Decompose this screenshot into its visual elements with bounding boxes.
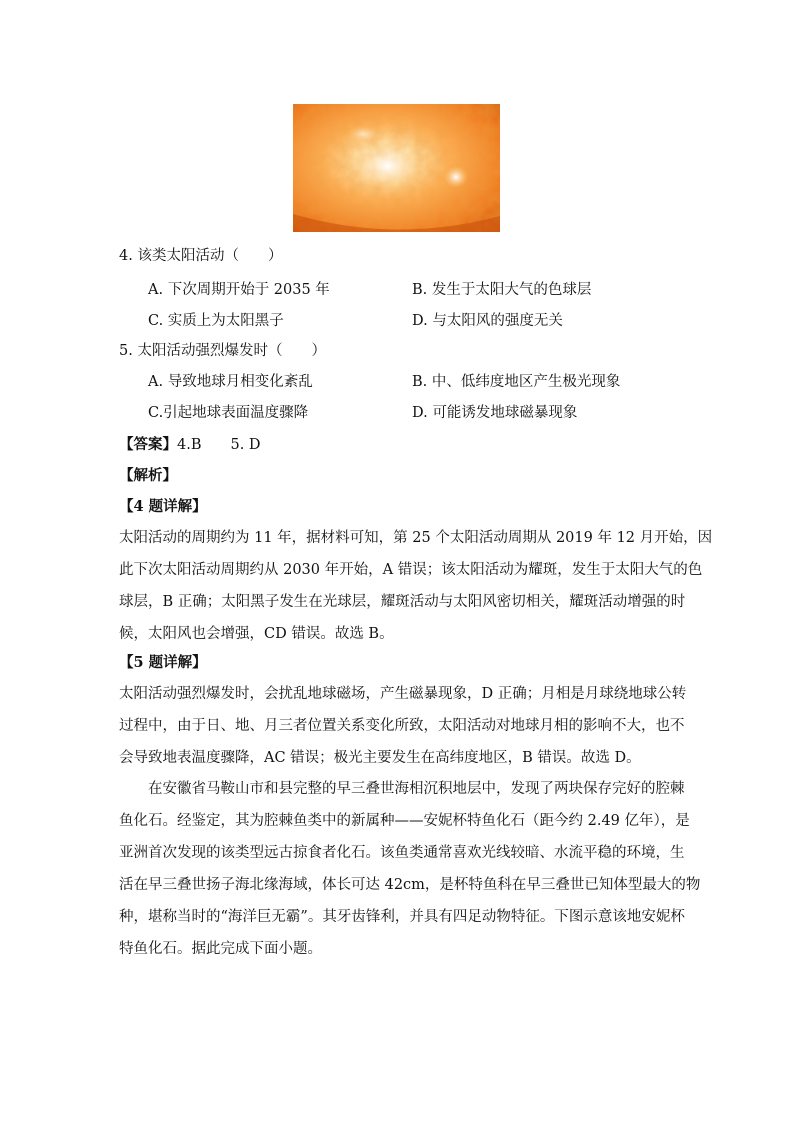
detail5-line: 太阳活动强烈爆发时，会扰乱地球磁场，产生磁暴现象，D 正确；月相是月球绕地球公转 bbox=[119, 686, 687, 702]
q5-option-c: C.引起地球表面温度骤降 bbox=[148, 405, 309, 421]
detail4-line: 候，太阳风也会增强，CD 错误。故选 B。 bbox=[119, 626, 394, 642]
q5-option-b: B. 中、低纬度地区产生极光现象 bbox=[412, 374, 621, 390]
q4-option-d: D. 与太阳风的强度无关 bbox=[412, 313, 563, 329]
analysis-label: 【解析】 bbox=[119, 467, 177, 484]
material-line: 特鱼化石。据此完成下面小题。 bbox=[119, 941, 322, 957]
q4-stem: 4. 该类太阳活动（ ） bbox=[119, 248, 283, 264]
material-line: 活在早三叠世扬子海北缘海域，体长可达 42cm，是杯特鱼科在早三叠世已知体型最大的物 bbox=[119, 877, 701, 893]
detail4-line: 球层，B 正确；太阳黑子发生在光球层，耀斑活动与太阳风密切相关，耀斑活动增强的时 bbox=[119, 594, 686, 610]
answer-values: 4.B 5. D bbox=[177, 437, 261, 453]
material-line: 亚洲首次发现的该类型远古掠食者化石。该鱼类通常喜欢光线较暗、水流平稳的环境，生 bbox=[119, 845, 685, 861]
q4-option-c: C. 实质上为太阳黑子 bbox=[148, 313, 284, 329]
detail5-line: 会导致地表温度骤降，AC 错误；极光主要发生在高纬度地区，B 错误。故选 D。 bbox=[119, 750, 641, 766]
q4-option-b: B. 发生于太阳大气的色球层 bbox=[412, 282, 592, 298]
detail5-title: 【5 题详解】 bbox=[119, 654, 207, 671]
detail4-line: 此下次太阳活动周期约从 2030 年开始，A 错误；该太阳活动为耀斑，发生于太阳大气的色 bbox=[119, 562, 703, 578]
detail5-line: 过程中，由于日、地、月三者位置关系变化所致，太阳活动对地球月相的影响不大，也不 bbox=[119, 718, 685, 734]
sun-photo-icon bbox=[293, 104, 500, 232]
q5-stem: 5. 太阳活动强烈爆发时（ ） bbox=[119, 343, 326, 359]
sun-photo bbox=[293, 104, 500, 232]
material-paragraph bbox=[119, 773, 701, 965]
material-line: 种，堪称当时的“海洋巨无霸”。其牙齿锋利，并具有四足动物特征。下图示意该地安妮杯 bbox=[119, 909, 685, 925]
detail4-title: 【4 题详解】 bbox=[119, 498, 207, 515]
answer-label: 【答案】 bbox=[119, 436, 177, 453]
material-line: 在安徽省马鞍山市和县完整的早三叠世海相沉积地层中，发现了两块保存完好的腔棘 bbox=[119, 781, 685, 797]
detail5-body bbox=[119, 678, 687, 774]
answer-line bbox=[119, 435, 261, 455]
detail4-line: 太阳活动的周期约为 11 年，据材料可知，第 25 个太阳活动周期从 2019 年 12 月开始，因 bbox=[119, 530, 713, 546]
q4-option-a: A. 下次周期开始于 2035 年 bbox=[148, 282, 330, 298]
detail4-body bbox=[119, 522, 713, 650]
q5-option-a: A. 导致地球月相变化紊乱 bbox=[148, 374, 313, 390]
material-line: 鱼化石。经鉴定，其为腔棘鱼类中的新属种——安妮杯特鱼化石（距今约 2.49 亿年），是 bbox=[119, 813, 690, 829]
q5-option-d: D. 可能诱发地球磁暴现象 bbox=[412, 405, 578, 421]
